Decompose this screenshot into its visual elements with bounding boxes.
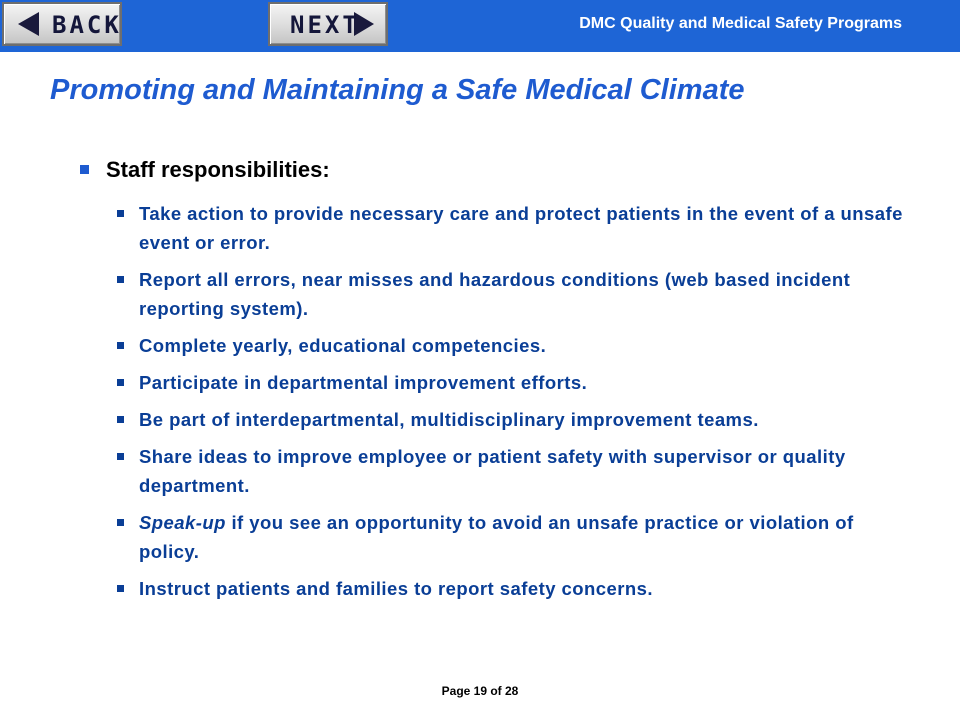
back-button[interactable] [2,2,122,46]
sub-bullet-text: Share ideas to improve employee or patient safety with supervisor or quality department. [139,446,846,496]
sub-bullet-text: Instruct patients and families to report safety concerns. [139,578,653,599]
speak-up-emphasis: Speak-up [139,512,226,533]
square-bullet-icon [117,379,124,386]
sub-bullet-text: Report all errors, near misses and hazardous conditions (web based incident reporting system). [139,269,851,319]
page-title: Promoting and Maintaining a Safe Medical Climate [50,74,745,106]
square-bullet-icon [117,210,124,217]
next-button[interactable] [268,2,388,46]
sub-bullet-text: Be part of interdepartmental, multidisciplinary improvement teams. [139,409,759,430]
square-bullet-icon [117,416,124,423]
sub-bullet-text: Participate in departmental improvement efforts. [139,372,588,393]
sub-bullet-item [117,508,917,566]
sub-bullet-item [117,199,917,257]
page-number: Page 19 of 28 [441,684,519,698]
main-bullet-text: Staff responsibilities: [106,157,330,182]
square-bullet-icon [117,342,124,349]
sub-bullet-item [117,265,917,323]
sub-bullet-item [117,331,917,360]
main-bullet [80,154,920,186]
sub-bullet-item [117,442,917,500]
sub-bullet-item [117,405,917,434]
square-bullet-icon [80,165,89,174]
sub-bullet-item [117,368,917,397]
sub-bullet-text: Take action to provide necessary care and protect patients in the event of a unsafe event or error. [139,203,903,253]
square-bullet-icon [117,276,124,283]
sub-bullet-item [117,574,917,603]
square-bullet-icon [117,519,124,526]
org-title: DMC Quality and Medical Safety Programs [579,15,902,32]
header-bar [0,0,960,52]
sub-bullet-list [117,199,917,611]
back-button-label: BACK [52,11,122,39]
next-button-label: NEXT [290,11,360,39]
square-bullet-icon [117,585,124,592]
sub-bullet-text: Complete yearly, educational competencies. [139,335,547,356]
sub-bullet-text: if you see an opportunity to avoid an unsafe practice or violation of policy. [139,512,854,562]
square-bullet-icon [117,453,124,460]
